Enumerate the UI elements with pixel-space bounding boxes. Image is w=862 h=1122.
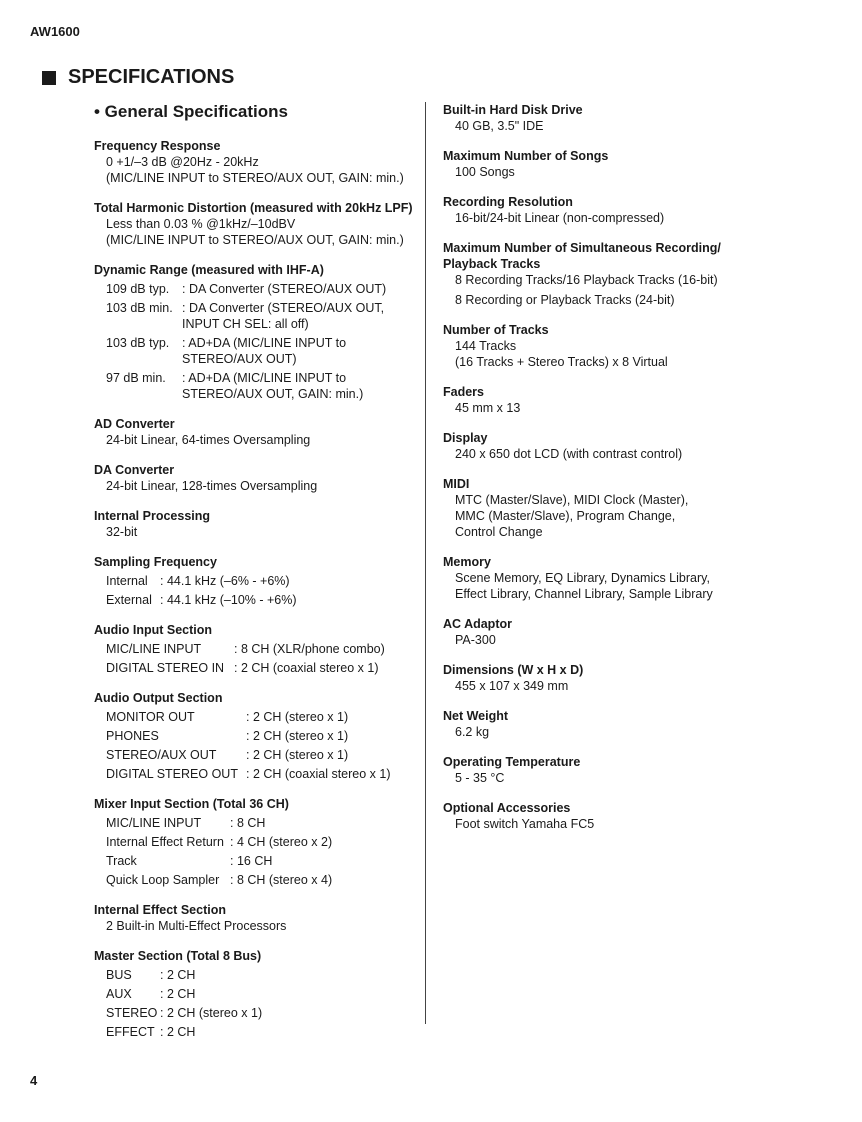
spec-label: Maximum Number of Songs xyxy=(443,149,609,163)
spec-row-value: : 2 CH xyxy=(160,1025,196,1039)
left-column xyxy=(94,138,424,1054)
spec-row-value: : DA Converter (STEREO/AUX OUT, INPUT CH SEL: all off) xyxy=(182,301,385,331)
spec-key: 109 dB typ. xyxy=(106,282,170,296)
spec-row-value: : 4 CH (stereo x 2) xyxy=(230,835,333,849)
spec-ad-converter xyxy=(94,416,424,448)
spec-label: Master Section (Total 8 Bus) xyxy=(94,949,262,963)
spec-label: Frequency Response xyxy=(94,139,221,153)
spec-label: AC Adaptor xyxy=(443,617,512,631)
spec-label: Memory xyxy=(443,555,491,569)
spec-thd xyxy=(94,200,424,248)
spec-net-weight xyxy=(443,708,773,740)
spec-row xyxy=(106,834,424,850)
spec-value: 0 +1/–3 dB @20Hz - 20kHz xyxy=(106,155,259,169)
spec-frequency-response xyxy=(94,138,424,186)
spec-label: Operating Temperature xyxy=(443,755,581,769)
spec-value: 5 - 35 °C xyxy=(455,771,505,785)
spec-row-value: : 2 CH (stereo x 1) xyxy=(160,1006,263,1020)
spec-row xyxy=(106,281,424,297)
spec-value: 144 Tracks xyxy=(455,339,517,353)
spec-key: EFFECT xyxy=(106,1025,155,1039)
spec-key: Track xyxy=(106,854,137,868)
spec-dynamic-range xyxy=(94,262,424,402)
spec-label: AD Converter xyxy=(94,417,175,431)
spec-mixer-input xyxy=(94,796,424,888)
spec-key: DIGITAL STEREO OUT xyxy=(106,767,238,781)
spec-faders xyxy=(443,384,773,416)
spec-row xyxy=(106,766,424,782)
spec-value: 240 x 650 dot LCD (with contrast control) xyxy=(455,447,683,461)
spec-row xyxy=(106,709,424,725)
spec-row xyxy=(106,300,424,332)
spec-row xyxy=(106,592,424,608)
spec-row-value: : 8 CH (stereo x 4) xyxy=(230,873,333,887)
spec-key: 103 dB min. xyxy=(106,301,173,315)
square-bullet-icon xyxy=(42,71,56,85)
spec-max-songs xyxy=(443,148,773,180)
spec-row-value: : 16 CH xyxy=(230,854,273,868)
spec-label: Display xyxy=(443,431,488,445)
spec-key: BUS xyxy=(106,968,132,982)
spec-key: Quick Loop Sampler xyxy=(106,873,220,887)
spec-row-value: : 2 CH (stereo x 1) xyxy=(246,710,349,724)
spec-key: MIC/LINE INPUT xyxy=(106,816,202,830)
page-title xyxy=(42,66,234,89)
spec-key: MIC/LINE INPUT xyxy=(106,642,202,656)
spec-key: Internal xyxy=(106,574,148,588)
spec-label: DA Converter xyxy=(94,463,175,477)
spec-simultaneous-tracks xyxy=(443,240,773,308)
spec-key: AUX xyxy=(106,987,132,1001)
spec-value: 16-bit/24-bit Linear (non-compressed) xyxy=(455,211,665,225)
spec-value: 2 Built-in Multi-Effect Processors xyxy=(106,919,287,933)
spec-row-value: : AD+DA (MIC/LINE INPUT to STEREO/AUX OUT, GAIN: min.) xyxy=(182,371,364,401)
spec-row-value: : DA Converter (STEREO/AUX OUT) xyxy=(182,282,387,296)
spec-value: 32-bit xyxy=(106,525,138,539)
spec-value: (MIC/LINE INPUT to STEREO/AUX OUT, GAIN: min.) xyxy=(106,233,404,247)
spec-row xyxy=(106,335,424,367)
spec-hard-disk xyxy=(443,102,773,134)
spec-value: MMC (Master/Slave), Program Change, xyxy=(455,509,676,523)
spec-row xyxy=(106,370,424,402)
spec-row xyxy=(106,872,424,888)
spec-label: Internal Processing xyxy=(94,509,211,523)
spec-value: 8 Recording or Playback Tracks (24-bit) xyxy=(455,293,675,307)
spec-key: Internal Effect Return xyxy=(106,835,224,849)
model-name: AW1600 xyxy=(30,24,80,39)
spec-internal-effect xyxy=(94,902,424,934)
spec-row-value: : 2 CH xyxy=(160,968,196,982)
right-column xyxy=(443,102,773,846)
spec-row xyxy=(106,573,424,589)
spec-value: 6.2 kg xyxy=(455,725,490,739)
spec-value: (16 Tracks + Stereo Tracks) x 8 Virtual xyxy=(455,355,668,369)
spec-label: Internal Effect Section xyxy=(94,903,226,917)
spec-audio-input xyxy=(94,622,424,676)
spec-row-value: : 2 CH (stereo x 1) xyxy=(246,729,349,743)
spec-row-value: : 2 CH xyxy=(160,987,196,1001)
spec-value: Effect Library, Channel Library, Sample Library xyxy=(455,587,713,601)
spec-value: 455 x 107 x 349 mm xyxy=(455,679,569,693)
spec-value: (MIC/LINE INPUT to STEREO/AUX OUT, GAIN: min.) xyxy=(106,171,404,185)
spec-row-value: : AD+DA (MIC/LINE INPUT to STEREO/AUX OUT) xyxy=(182,336,347,366)
spec-label: Built-in Hard Disk Drive xyxy=(443,103,583,117)
spec-label: Sampling Frequency xyxy=(94,555,217,569)
section-heading: • General Specifications xyxy=(94,102,288,121)
spec-dimensions xyxy=(443,662,773,694)
spec-label: Net Weight xyxy=(443,709,509,723)
spec-row xyxy=(106,641,424,657)
spec-row-value: : 2 CH (coaxial stereo x 1) xyxy=(234,661,379,675)
spec-key: External xyxy=(106,593,152,607)
spec-label: Faders xyxy=(443,385,484,399)
spec-label: Dynamic Range (measured with IHF-A) xyxy=(94,263,324,277)
spec-key: STEREO xyxy=(106,1006,158,1020)
spec-label: Maximum Number of Simultaneous Recording/ xyxy=(443,241,721,255)
spec-key: MONITOR OUT xyxy=(106,710,195,724)
spec-key: STEREO/AUX OUT xyxy=(106,748,217,762)
spec-label-cont: Playback Tracks xyxy=(443,257,541,271)
spec-recording-resolution xyxy=(443,194,773,226)
spec-key: 97 dB min. xyxy=(106,371,166,385)
spec-label: MIDI xyxy=(443,477,470,491)
spec-label: Recording Resolution xyxy=(443,195,573,209)
spec-label: Audio Output Section xyxy=(94,691,223,705)
spec-label: Total Harmonic Distortion (measured with 20kHz LPF) xyxy=(94,201,413,215)
spec-internal-processing xyxy=(94,508,424,540)
spec-label: Optional Accessories xyxy=(443,801,571,815)
spec-label: Mixer Input Section (Total 36 CH) xyxy=(94,797,289,811)
spec-value: Foot switch Yamaha FC5 xyxy=(455,817,595,831)
spec-audio-output xyxy=(94,690,424,782)
spec-value: 40 GB, 3.5" IDE xyxy=(455,119,544,133)
spec-value: 24-bit Linear, 64-times Oversampling xyxy=(106,433,311,447)
spec-label: Dimensions (W x H x D) xyxy=(443,663,584,677)
column-divider xyxy=(425,102,426,1024)
spec-row-value: : 8 CH (XLR/phone combo) xyxy=(234,642,385,656)
spec-optional-accessories xyxy=(443,800,773,832)
spec-value: PA-300 xyxy=(455,633,496,647)
spec-operating-temperature xyxy=(443,754,773,786)
page-number: 4 xyxy=(30,1073,38,1088)
spec-row xyxy=(106,853,424,869)
spec-row xyxy=(106,967,424,983)
spec-row-value: : 44.1 kHz (–10% - +6%) xyxy=(160,593,297,607)
spec-memory xyxy=(443,554,773,602)
spec-label: Audio Input Section xyxy=(94,623,213,637)
spec-label: Number of Tracks xyxy=(443,323,549,337)
page-title-text: SPECIFICATIONS xyxy=(68,66,235,88)
spec-value: 45 mm x 13 xyxy=(455,401,521,415)
spec-midi xyxy=(443,476,773,540)
spec-ac-adaptor xyxy=(443,616,773,648)
spec-display xyxy=(443,430,773,462)
spec-row-value: : 44.1 kHz (–6% - +6%) xyxy=(160,574,290,588)
spec-row-value: : 8 CH xyxy=(230,816,266,830)
spec-value: 100 Songs xyxy=(455,165,515,179)
spec-row-value: : 2 CH (stereo x 1) xyxy=(246,748,349,762)
spec-key: PHONES xyxy=(106,729,159,743)
spec-value: 8 Recording Tracks/16 Playback Tracks (16-bit) xyxy=(455,273,718,287)
spec-row xyxy=(106,747,424,763)
spec-master-section xyxy=(94,948,424,1040)
spec-row xyxy=(106,1005,424,1021)
spec-row xyxy=(106,728,424,744)
spec-key: DIGITAL STEREO IN xyxy=(106,661,225,675)
spec-value: Less than 0.03 % @1kHz/–10dBV xyxy=(106,217,296,231)
spec-key: 103 dB typ. xyxy=(106,336,170,350)
spec-row-value: : 2 CH (coaxial stereo x 1) xyxy=(246,767,391,781)
spec-value: Scene Memory, EQ Library, Dynamics Library, xyxy=(455,571,710,585)
spec-row xyxy=(106,660,424,676)
spec-sampling-frequency xyxy=(94,554,424,608)
spec-number-of-tracks xyxy=(443,322,773,370)
spec-row xyxy=(106,1024,424,1040)
spec-value: 24-bit Linear, 128-times Oversampling xyxy=(106,479,318,493)
spec-row xyxy=(106,815,424,831)
spec-value: MTC (Master/Slave), MIDI Clock (Master), xyxy=(455,493,689,507)
spec-da-converter xyxy=(94,462,424,494)
spec-row xyxy=(106,986,424,1002)
spec-value: Control Change xyxy=(455,525,543,539)
